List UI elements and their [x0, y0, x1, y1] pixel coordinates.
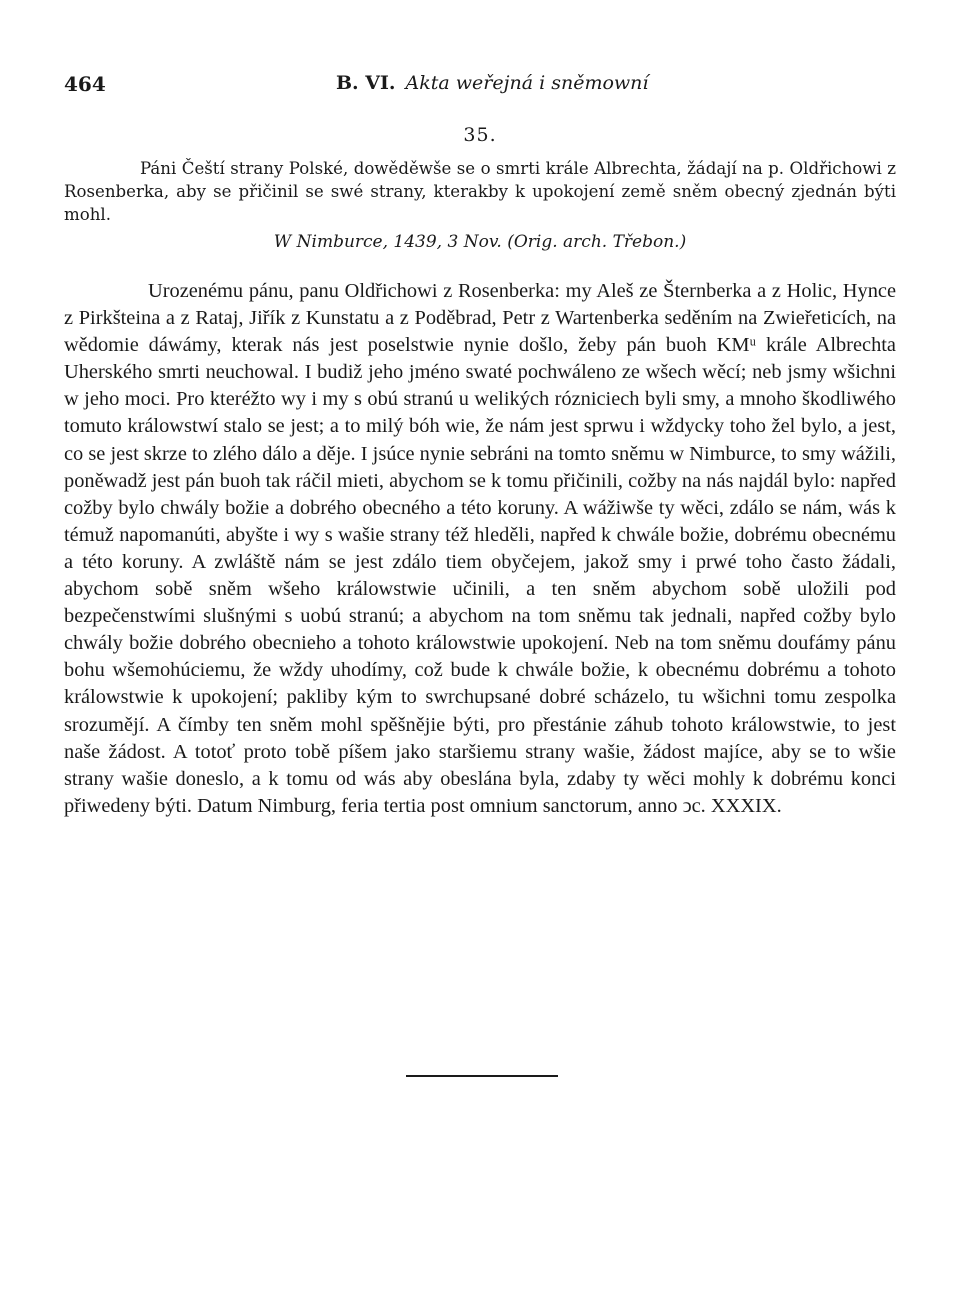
page-number: 464	[64, 72, 106, 96]
running-header	[64, 72, 896, 100]
document-number: 35.	[463, 124, 497, 146]
document-text: Urozenému pánu, panu Oldřichowi z Rosenberka: my Aleš ze Šternberka a z Holic, Hynce z Pirkšteina a z Rataj, Jiřík z Kunstatu a z Poděbrad, Petr z Wartenberka seděním na Zwieřeticích, na wědomie dáwámy, kterak nás jest poselstwie nynie došlo, žeby pán buoh KMᵘ krále Albrechta Uherského smrti neuchowal. I budiž jeho jméno swaté pochwáleno ze wšech wěcí; neb jsmy wšichni w jeho moci. Pro kteréžto wy i my s obú stranú u welikých rózniciech byli smy, a mnoho škodliwého tomuto králowstwí stalo se jest; a to milý bóh wie, že nám jest sprwu i wždycky toho žel bylo, a jest, co se jest skrze to zlého dálo a děje. I jsúce nynie sebráni na tomto sněmu w Nimburce, to smy wážili, poněwadž jest pán buoh tak ráčil mieti, abychom se k tomu přičinili, cožby na nás najdál bylo: napřed cožby bylo chwály božie a dobrého obecného a této koruny. A wážiwše ty wěci, zdálo se nám, wás k témuž napomanúti, abyšte i wy s wašie strany též hleděli, napřed k chwále božie, dobrému obecnému a této koruny. A zwláště nám se jest zdálo tiem obyčejem, jakož smy i prwé toho často žádali, abychom sobě sněm wšeho králowstwie učinili, a ten sněm abychom sobě uložili pod bezpečenstwími slušnými s uobú stranú; a abychom na tom sněmu tak jednali, napřed cožby bylo chwály božie dobrého obecnieho a tohoto králowstwie upokojení. Neb na tom sněmu doufámy pánu bohu wšemohúciemu, že wždy uhodímy, což bude k chwále božie, k obecnému dobrému a tohoto králowstwie k upokojení; pakliby kým to swrchupsané dobré scházelo, tu wšichni tomu zespolka srozumějí. A čímby ten sněm mohl spěšnějie býti, pro přestánie záhub tohoto králowstwie, to jest naše žádost. A totoť proto tobě píšem jako staršiemu strany wašie, žádost majíce, aby se to wšie strany wašie doneslo, a k tomu od wás aby obeslána byla, zdaby ty wěci mohly k dobrému konci přiwedeny býti. Datum Nimburg, feria tertia post omnium sanctorum, anno ͻc. XXXIX.	[64, 280, 896, 817]
section-label: B. VI.	[336, 72, 396, 94]
running-title	[336, 72, 649, 94]
document-regest: Páni Čeští strany Polské, dowěděwše se o smrti krále Albrechta, žádají na p. Oldřichowi z Rosenberka, aby se přičinil se swé strany, kterakby k upokojení země sněm obecný zjednán býti mohl.	[64, 159, 896, 224]
end-rule	[406, 1075, 558, 1077]
document-dating: W Nimburce, 1439, 3 Nov. (Orig. arch. Třebon.)	[273, 232, 687, 252]
series-title: Akta weřejná i sněmowní	[405, 72, 649, 94]
